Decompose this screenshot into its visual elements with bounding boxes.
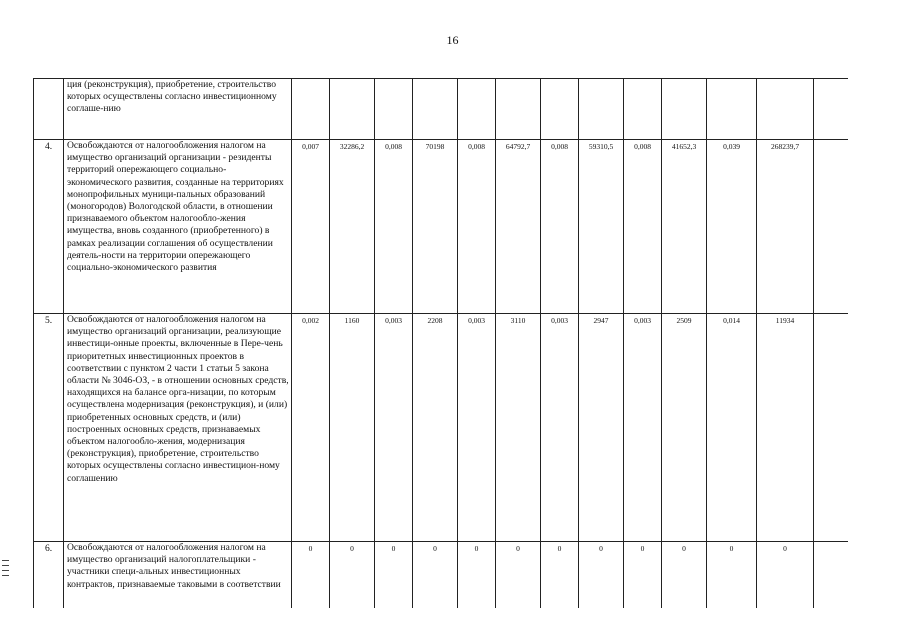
- row-description: Освобождаются от налогообложения налогом на имущество организаций организации - резиденты территорий опережающего социально-экономического развития, созданные на территориях монопрофильных муници-пальных образований (моногородов) Вологодской области, в отношении признаваемого объектом налогообло-жения имущества, вновь созданного (приобретенного) в рамках реализации соглашения об осуществлении деятель-ности на территории опережающего социально-экономического развития: [64, 140, 292, 314]
- value-cell: [330, 79, 375, 140]
- row-number: 6.: [34, 542, 64, 609]
- value-cell: 0: [375, 542, 413, 609]
- value-cell: 59310,5: [579, 140, 624, 314]
- table-row: [34, 542, 849, 609]
- empty-cell: [814, 140, 849, 314]
- value-cell: [375, 79, 413, 140]
- row-number: 4.: [34, 140, 64, 314]
- table-row: [34, 140, 849, 314]
- value-cell: 0,003: [541, 314, 579, 542]
- page-number: 16: [446, 33, 459, 47]
- value-cell: 0,003: [624, 314, 662, 542]
- value-cell: 0,003: [375, 314, 413, 542]
- value-cell: [541, 79, 579, 140]
- value-cell: 0,007: [292, 140, 330, 314]
- value-cell: 0: [624, 542, 662, 609]
- value-cell: 0: [579, 542, 624, 609]
- value-cell: [458, 79, 496, 140]
- value-cell: 0,008: [541, 140, 579, 314]
- value-cell: 0: [413, 542, 458, 609]
- value-cell: 32286,2: [330, 140, 375, 314]
- value-cell: 0: [757, 542, 814, 609]
- value-cell: 64792,7: [496, 140, 541, 314]
- value-cell: 0: [458, 542, 496, 609]
- empty-cell: [814, 314, 849, 542]
- value-cell: 1160: [330, 314, 375, 542]
- row-number: [34, 79, 64, 140]
- tax-table-container: [33, 78, 848, 608]
- row-description: Освобождаются от налогообложения налогом на имущество организаций налогоплательщики - участники специ-альных инвестиционных контрактов, признаваемые таковыми в соответствии: [64, 542, 292, 609]
- value-cell: [413, 79, 458, 140]
- row-description: ция (реконструкция), приобретение, строительство которых осуществлены согласно инвестиционному соглаше-нию: [64, 79, 292, 140]
- value-cell: 41652,3: [662, 140, 707, 314]
- tax-benefits-table: [33, 78, 848, 608]
- value-cell: 2947: [579, 314, 624, 542]
- value-cell: 0: [541, 542, 579, 609]
- value-cell: 0,014: [707, 314, 757, 542]
- empty-cell: [814, 542, 849, 609]
- binding-marks: [2, 560, 10, 600]
- row-number: 5.: [34, 314, 64, 542]
- value-cell: 0,008: [375, 140, 413, 314]
- value-cell: [292, 79, 330, 140]
- table-row: [34, 314, 849, 542]
- value-cell: 0: [292, 542, 330, 609]
- value-cell: 0,008: [458, 140, 496, 314]
- value-cell: 0: [707, 542, 757, 609]
- value-cell: [496, 79, 541, 140]
- value-cell: [707, 79, 757, 140]
- value-cell: 268239,7: [757, 140, 814, 314]
- value-cell: 2208: [413, 314, 458, 542]
- value-cell: 2509: [662, 314, 707, 542]
- value-cell: [624, 79, 662, 140]
- value-cell: [579, 79, 624, 140]
- value-cell: 0: [330, 542, 375, 609]
- value-cell: 0: [662, 542, 707, 609]
- value-cell: 0,003: [458, 314, 496, 542]
- value-cell: 3110: [496, 314, 541, 542]
- table-row: [34, 79, 849, 140]
- row-description: Освобождаются от налогообложения налогом на имущество организаций организации, реализующие инвестици-онные проекты, включенные в Пере-чень приоритетных инвестиционных проектов в соответствии с пунктом 2 части 1 статьи 5 закона области № 3046-ОЗ, - в отношении основных средств, находящихся на балансе орга-низации, по которым осуществлена модернизация (реконструкция), и (или) приобретенных основных средств, и (или) построенных основных средств, признаваемых объектом налогообло-жения, модернизация (реконструкция), приобретение, строительство которых осуществлены согласно инвестицион-ному соглашению: [64, 314, 292, 542]
- value-cell: [662, 79, 707, 140]
- value-cell: 0,039: [707, 140, 757, 314]
- value-cell: [757, 79, 814, 140]
- value-cell: 70198: [413, 140, 458, 314]
- value-cell: 0,008: [624, 140, 662, 314]
- value-cell: 0: [496, 542, 541, 609]
- value-cell: 0,002: [292, 314, 330, 542]
- value-cell: 11934: [757, 314, 814, 542]
- empty-cell: [814, 79, 849, 140]
